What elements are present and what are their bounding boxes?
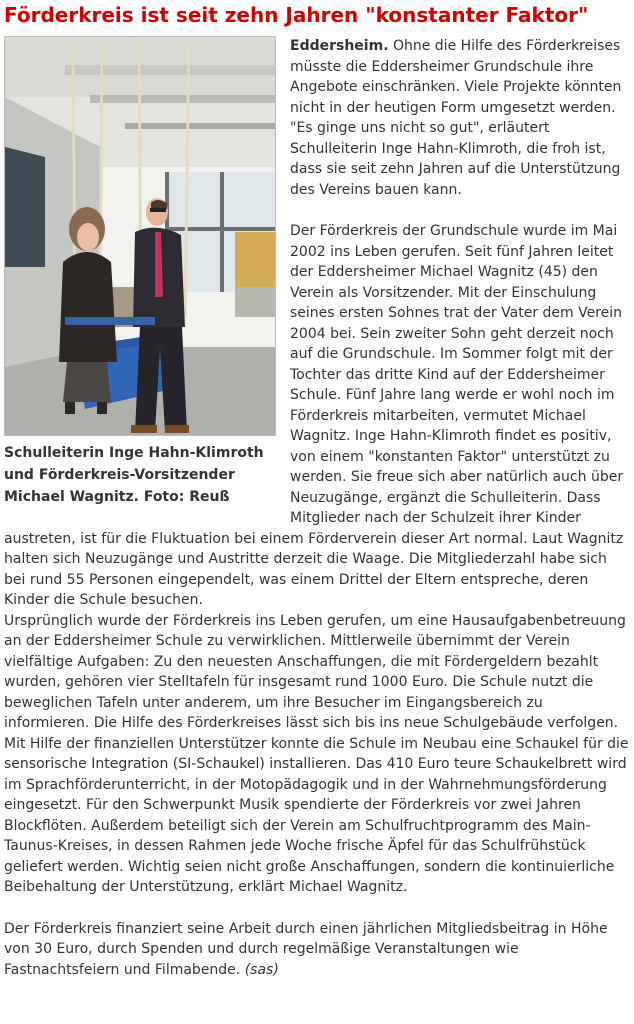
article-photo <box>4 36 276 436</box>
dateline: Eddersheim. <box>290 38 389 54</box>
author-tag: (sas) <box>244 961 279 978</box>
article-paragraph-3: Ursprünglich wurde der Förderkreis ins Leben gerufen, um eine Hausaufgabenbetreuung an der Eddersheimer Schule zu verwirklichen. Mittlerweile übernimmt der Verein vielfältige Aufgaben: Zu den neuesten Anschaffungen, die mit Fördergeldern bezahlt wurden, gehören vier Stelltafeln für insgesamt rund 1000 Euro. Die Schule nutzt die beweglichen Tafeln unter anderem, um ihre Besucher im Eingangsbereich zu informieren. Die Hilfe des Förderkreises lässt sich bis ins neue Schulgebäude verfolgen. Mit Hilfe der finanziellen Unterstützer konnte die Schule im Neubau eine Schaukel für die sensorische Integration (SI-Schaukel) installieren. Das 410 Euro teure Schaukelbrett wird im Sprachförderunterricht, in der Motopädagogik und in der Wahrnehmungsförderung eingesetzt. Für den Schwerpunkt Musik spendierte der Förderkreis vor zwei Jahren Blockflöten. Außerdem beteiligt sich der Verein am Schulfruchtprogramm des Main-Taunus-Kreises, in dessen Rahmen jede Woche frische Äpfel für das Schulfrühstück geliefert werden. Wichtig seien nicht große Anschaffungen, sondern die kontinuierliche Beibehaltung der Unterstützung, erklärt Michael Wagnitz. <box>4 612 629 895</box>
photo-caption: Schulleiterin Inge Hahn-Klimroth und Förderkreis-Vorsitzender Michael Wagnitz. Foto: Reuß <box>4 445 264 505</box>
article-body <box>4 36 630 980</box>
article-paragraph-2: Der Förderkreis der Grundschule wurde im Mai 2002 ins Leben gerufen. Seit fünf Jahren leitet der Eddersheimer Michael Wagnitz (45) den Verein als Vorsitzender. Mit der Einschulung seines ersten Sohnes trat der Vater dem Verein 2004 bei. Sein zweiter Sohn geht derzeit noch auf die Grundschule. Im Sommer folgt mit der Tochter das dritte Kind auf der Eddersheimer Schule. Fünf Jahre lang werde er wohl noch im Förderkreis mitarbeiten, vermutet Michael Wagnitz. Inge Hahn-Klimroth findet es positiv, von einem "konstanten Faktor" unterstützt zu werden. Sie freue sich aber natürlich auch über Neuzugänge, ergänzt die Schulleiterin. Dass Mitglieder nach der Schulzeit ihrer Kinder austreten, ist für die Fluktuation bei einem Förderverein dieser Art normal. Laut Wagnitz halten sich Neuzugänge und Austritte derzeit die Waage. Die Mitgliederzahl habe sich bei rund 55 Personen eingependelt, was einem Drittel der Eltern entspreche, deren Kinder die Schule besuchen. <box>4 223 624 608</box>
article-figure <box>4 36 276 508</box>
paragraph-1-text: Ohne die Hilfe des Förderkreises müsste die Eddersheimer Grundschule ihre Angebote einschränken. Viele Projekte könnten nicht in der heutigen Form umgesetzt werden. "Es ginge uns nicht so gut", erläutert Schulleiterin Inge Hahn-Klimroth, die froh ist, dass sie seit zehn Jahren auf die Unterstützung des Vereins bauen kann. <box>290 38 622 198</box>
article-paragraph-4 <box>4 919 630 981</box>
paragraph-4-text: Der Förderkreis finanziert seine Arbeit durch einen jährlichen Mitgliedsbeitrag in Höhe von 30 Euro, durch Spenden und durch regelmäßige Veranstaltungen wie Fastnachtsfeiern und Filmabende. <box>4 920 608 978</box>
article-headline: Förderkreis ist seit zehn Jahren "konstanter Faktor" <box>4 3 589 27</box>
